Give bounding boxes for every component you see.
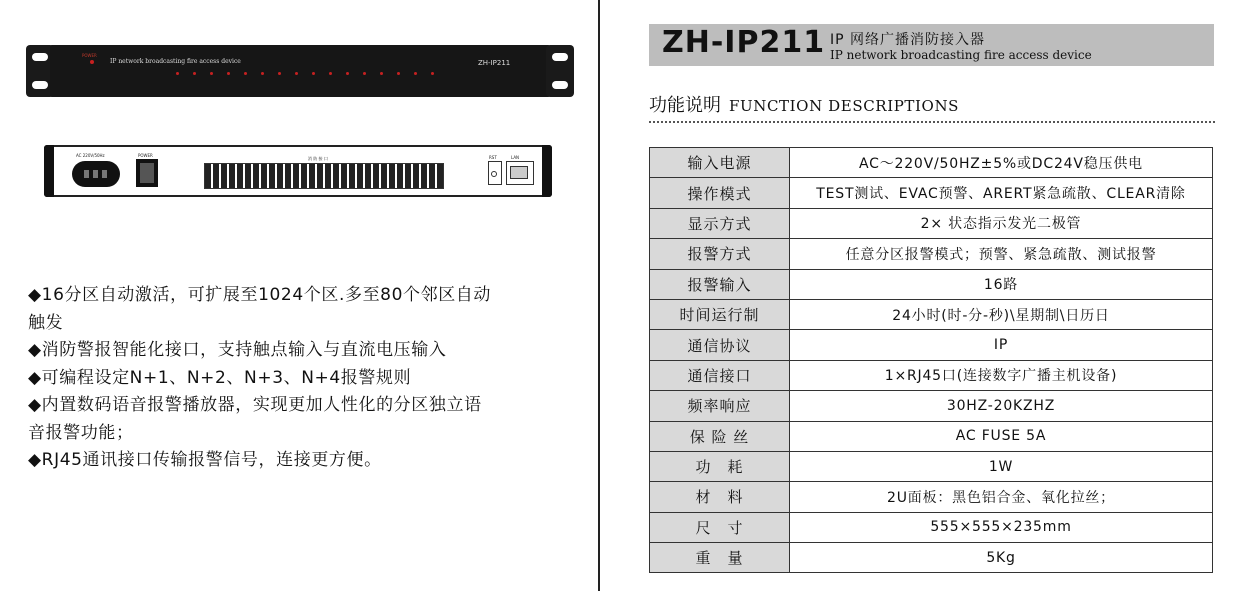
spec-value: AC～220V/50HZ±5%或DC24V稳压供电 bbox=[790, 148, 1213, 178]
rear-rst-label: RST bbox=[489, 155, 497, 160]
spec-value: 1W bbox=[790, 451, 1213, 481]
english-subtitle: IP network broadcasting fire access device bbox=[830, 48, 1092, 62]
spec-value: 5Kg bbox=[790, 543, 1213, 573]
power-switch-icon bbox=[136, 159, 158, 187]
feature-line: ◆可编程设定N+1、N+2、N+3、N+4报警规则 bbox=[28, 367, 412, 388]
zone-led-icon bbox=[397, 72, 400, 75]
zone-led-icon bbox=[278, 72, 281, 75]
power-led-icon bbox=[90, 60, 94, 64]
function-heading-en: FUNCTION DESCRIPTIONS bbox=[729, 97, 960, 115]
spec-value: IP bbox=[790, 330, 1213, 360]
zone-led-icon bbox=[261, 72, 264, 75]
zone-led-icon bbox=[346, 72, 349, 75]
front-power-label: POWER bbox=[82, 53, 97, 58]
function-heading bbox=[649, 91, 959, 117]
front-description: IP network broadcasting fire access device bbox=[110, 58, 241, 65]
spec-value: 2× 状态指示发光二极管 bbox=[790, 208, 1213, 238]
zone-led-icon bbox=[295, 72, 298, 75]
function-heading-cn: 功能说明 bbox=[649, 95, 721, 116]
device-rear-panel-image bbox=[44, 145, 552, 197]
column-divider bbox=[598, 0, 600, 591]
spec-value: 1×RJ45口(连接数字广播主机设备) bbox=[790, 360, 1213, 390]
feature-line: 触发 bbox=[28, 312, 64, 333]
dotted-divider bbox=[649, 121, 1215, 123]
spec-value: 2U面板：黑色铝合金、氧化拉丝； bbox=[790, 482, 1213, 512]
spec-key: 尺 寸 bbox=[650, 512, 790, 542]
feature-line: ◆16分区自动激活，可扩展至1024个区.多至80个邻区自动 bbox=[28, 285, 492, 305]
rack-ear-right bbox=[546, 45, 574, 97]
spec-key: 材 料 bbox=[650, 482, 790, 512]
front-model-label: ZH-IP211 bbox=[478, 59, 511, 67]
zone-led-icon bbox=[414, 72, 417, 75]
spec-table bbox=[649, 147, 1213, 573]
front-panel-body bbox=[50, 45, 550, 97]
device-front-panel-image bbox=[26, 45, 574, 97]
table-row bbox=[650, 299, 1213, 329]
table-row bbox=[650, 148, 1213, 178]
table-row bbox=[650, 269, 1213, 299]
zone-led-icon bbox=[329, 72, 332, 75]
zone-led-icon bbox=[176, 72, 179, 75]
feature-line: ◆内置数码语音报警播放器，实现更加人性化的分区独立语 bbox=[28, 395, 482, 415]
table-row bbox=[650, 482, 1213, 512]
spec-key: 报警方式 bbox=[650, 239, 790, 269]
zone-led-icon bbox=[380, 72, 383, 75]
feature-line: ◆RJ45通讯接口传输报警信号，连接更方便。 bbox=[28, 450, 382, 470]
spec-value: 24小时(时-分-秒)\星期制\日历日 bbox=[790, 299, 1213, 329]
zone-led-icon bbox=[244, 72, 247, 75]
table-row bbox=[650, 330, 1213, 360]
table-row bbox=[650, 360, 1213, 390]
rear-lan-label: LAN bbox=[511, 155, 520, 160]
zone-led-icon bbox=[193, 72, 196, 75]
reset-button-icon bbox=[488, 161, 502, 185]
terminal-block-icon bbox=[204, 163, 444, 189]
spec-key: 重 量 bbox=[650, 543, 790, 573]
spec-key: 通信接口 bbox=[650, 360, 790, 390]
zone-led-icon bbox=[431, 72, 434, 75]
feature-line: 音报警功能； bbox=[28, 422, 134, 443]
spec-key: 通信协议 bbox=[650, 330, 790, 360]
table-row bbox=[650, 512, 1213, 542]
model-title: ZH-IP211 bbox=[662, 25, 826, 60]
spec-key: 时间运行制 bbox=[650, 299, 790, 329]
zone-led-icon bbox=[363, 72, 366, 75]
table-row bbox=[650, 421, 1213, 451]
rear-power-label: POWER bbox=[138, 153, 153, 158]
feature-list bbox=[28, 282, 588, 475]
spec-key: 频率响应 bbox=[650, 391, 790, 421]
zone-led-icon bbox=[312, 72, 315, 75]
spec-key: 功 耗 bbox=[650, 451, 790, 481]
rear-tab-right bbox=[542, 145, 552, 197]
spec-value: TEST测试、EVAC预警、ARERT紧急疏散、CLEAR清除 bbox=[790, 178, 1213, 208]
feature-line: ◆消防警报智能化接口，支持触点输入与直流电压输入 bbox=[28, 340, 447, 360]
spec-value: 任意分区报警模式；预警、紧急疏散、测试报警 bbox=[790, 239, 1213, 269]
chinese-subtitle: IP 网络广播消防接入器 bbox=[830, 32, 986, 48]
spec-value: 30HZ-20KZHZ bbox=[790, 391, 1213, 421]
spec-key: 操作模式 bbox=[650, 178, 790, 208]
table-row bbox=[650, 391, 1213, 421]
table-row bbox=[650, 178, 1213, 208]
table-row bbox=[650, 239, 1213, 269]
spec-key: 保 险 丝 bbox=[650, 421, 790, 451]
rear-tab-left bbox=[44, 145, 54, 197]
zone-led-icon bbox=[210, 72, 213, 75]
rj45-port-icon bbox=[506, 161, 534, 185]
ac-socket-icon bbox=[72, 161, 120, 187]
spec-value: 555×555×235mm bbox=[790, 512, 1213, 542]
spec-key: 输入电源 bbox=[650, 148, 790, 178]
spec-value: AC FUSE 5A bbox=[790, 421, 1213, 451]
spec-key: 显示方式 bbox=[650, 208, 790, 238]
table-row bbox=[650, 543, 1213, 573]
rear-ac-label: AC 220V/50Hz bbox=[76, 153, 105, 158]
zone-led-icon bbox=[227, 72, 230, 75]
table-row bbox=[650, 451, 1213, 481]
spec-value: 16路 bbox=[790, 269, 1213, 299]
spec-key: 报警输入 bbox=[650, 269, 790, 299]
rear-zone-label: 消 防 接 口 bbox=[308, 156, 328, 161]
zone-led-row bbox=[176, 72, 446, 76]
table-row bbox=[650, 208, 1213, 238]
